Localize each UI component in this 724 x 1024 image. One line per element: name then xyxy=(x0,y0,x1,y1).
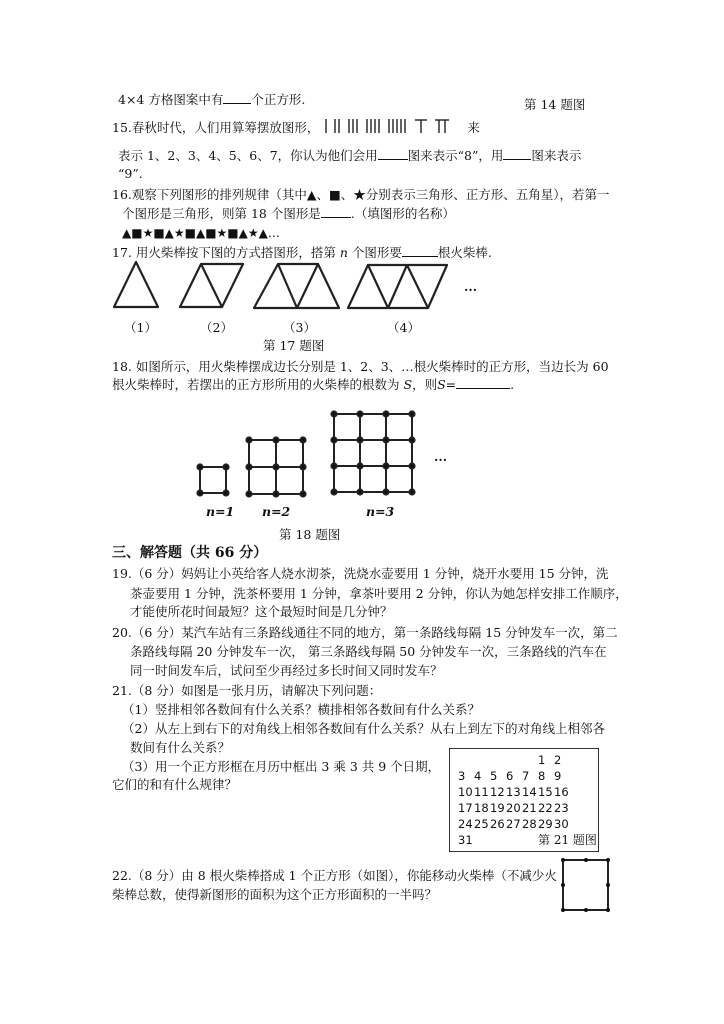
q17-label-2: （2） xyxy=(200,320,233,335)
calendar-day: 17 xyxy=(458,801,473,815)
q18-label-n2: n=2 xyxy=(262,504,291,519)
q14-figure-caption: 第 14 题图 xyxy=(524,97,586,112)
q18-line1: 18. 如图所示，用火柴棒摆成边长分别是 1、2、3、…根火柴棒时的正方形，当边长为 60 xyxy=(112,359,609,374)
q22-joint-dots xyxy=(561,858,610,912)
calendar-day: 21 xyxy=(522,801,537,815)
calendar-day: 4 xyxy=(474,769,482,783)
q21-part2b: 数间有什么关系？ xyxy=(130,740,231,755)
calendar-day: 27 xyxy=(506,817,521,831)
q16-line2-b: .（填图形的名称） xyxy=(350,206,455,221)
calendar-day: 2 xyxy=(554,753,562,767)
q17-text-b: 个图形要 xyxy=(351,245,402,260)
calendar-day: 8 xyxy=(538,769,546,783)
calendar-day: 1 xyxy=(538,753,546,767)
calendar-day: 26 xyxy=(490,817,505,831)
q20-line1: 20.（6 分）某汽车站有三条路线通往不同的地方，第一条路线每隔 15 分钟发车一次，第二 xyxy=(112,625,618,640)
q16-line1: 16.观察下列图形的排列规律（其中▲、■、★分别表示三角形、正方形、五角星），若第一 xyxy=(112,187,610,202)
calendar-day: 25 xyxy=(474,817,489,831)
q21-line1: 21.（8 分）如图是一张月历，请解决下列问题： xyxy=(112,683,382,698)
calendar-day: 7 xyxy=(522,769,530,783)
q18-var-s: S xyxy=(403,377,413,392)
q15-lead-end: 来 xyxy=(467,120,480,135)
q18-var-s2: S xyxy=(437,377,446,392)
calendar-day: 16 xyxy=(554,785,569,799)
calendar-day: 24 xyxy=(458,817,473,831)
q22-square xyxy=(563,860,608,910)
calendar-day: 5 xyxy=(490,769,498,783)
calendar-day: 6 xyxy=(506,769,514,783)
calendar-day: 23 xyxy=(554,801,569,815)
calendar-day: 29 xyxy=(538,817,553,831)
calendar-day: 13 xyxy=(506,785,521,799)
q18-equals: = xyxy=(445,377,457,392)
q14-text-after: 个正方形. xyxy=(251,92,306,107)
q17-label-1: （1） xyxy=(124,320,157,335)
q18-ellipsis: ··· xyxy=(434,452,448,467)
calendar-day: 9 xyxy=(554,769,562,783)
q17-label-3: （3） xyxy=(283,320,316,335)
q18-period: . xyxy=(510,377,515,392)
calendar-day: 31 xyxy=(458,833,473,847)
q21-part3b: 它们的和有什么规律？ xyxy=(112,777,238,792)
q21-part3a: （3）用一个正方形框在月历中框出 3 乘 3 共 9 个日期， xyxy=(122,759,441,774)
q18-line2-b: ，则 xyxy=(412,377,438,392)
q15-line2-c: 图来表示 xyxy=(531,148,582,163)
calendar-day: 11 xyxy=(474,785,489,799)
q17-text-c: 根火柴棒. xyxy=(437,245,492,260)
q17-label-4: （4） xyxy=(387,320,420,335)
q17-caption: 第 17 题图 xyxy=(263,338,325,353)
q15-line3: “9”. xyxy=(118,166,143,181)
q16-line2-a: 个图形是三角形，则第 18 个图形是 xyxy=(122,206,321,221)
q19-line2: 茶壶要用 1 分钟，洗茶杯要用 1 分钟，拿茶叶要用 2 分钟，你认为她怎样安排工作顺序， xyxy=(130,586,628,601)
q18-line2-a: 根火柴棒时，若摆出的正方形所用的火柴棒的根数为 xyxy=(112,377,400,392)
q19-line1: 19.（6 分）妈妈让小英给客人烧水沏茶，洗烧水壶要用 1 分钟，烧开水要用 15 分钟，洗 xyxy=(112,566,609,581)
q20-line3: 同一时间发车后，试问至少再经过多长时间又同时发车？ xyxy=(130,663,443,678)
calendar-day: 30 xyxy=(554,817,569,831)
calendar-day: 15 xyxy=(538,785,553,799)
q18-label-n3: n=3 xyxy=(366,504,395,519)
q14-text-before: 4×4 方格图案中有 xyxy=(118,92,224,107)
q15-lead: 15.春秋时代，人们用算筹摆放图形， xyxy=(112,120,320,135)
q22-line2: 柴棒总数，使得新图形的面积为这个正方形面积的一半吗？ xyxy=(112,887,438,902)
q17-var-n: n xyxy=(339,245,348,260)
calendar-day: 20 xyxy=(506,801,521,815)
q17-ellipsis: ··· xyxy=(464,282,478,297)
calendar-day: 14 xyxy=(522,785,537,799)
q19-line3: 才能使所花时间最短？这个最短时间是几分钟？ xyxy=(130,604,393,619)
q18-label-n1: n=1 xyxy=(206,504,235,519)
calendar-day: 18 xyxy=(474,801,489,815)
calendar-day: 3 xyxy=(458,769,466,783)
q15-line2-a: 表示 1、2、3、4、5、6、7，你认为他们会用 xyxy=(118,148,378,163)
q21-part1: （1）竖排相邻各数间有什么关系？横排相邻各数间有什么关系？ xyxy=(122,702,480,717)
calendar-day: 28 xyxy=(522,817,537,831)
calendar-day: 22 xyxy=(538,801,553,815)
q16-shape-sequence: ▲■★■▲★■▲■★■▲★▲… xyxy=(122,226,280,240)
calendar-day: 12 xyxy=(490,785,505,799)
calendar-day: 19 xyxy=(490,801,505,815)
q21-calendar-caption: 第 21 题图 xyxy=(538,833,597,847)
q22-line1: 22.（8 分）由 8 根火柴棒搭成 1 个正方形（如图），你能移动火柴棒（不减少火 xyxy=(112,868,557,883)
q21-part2a: （2）从左上到右下的对角线上相邻各数间有什么关系？从右上到左下的对角线上相邻各 xyxy=(122,721,605,736)
q18-caption: 第 18 题图 xyxy=(279,527,341,542)
section3-heading: 三、解答题（共 66 分） xyxy=(112,545,268,561)
q20-line2: 条路线每隔 20 分钟发车一次， 第三条路线每隔 50 分钟发车一次，三条路线的汽车在 xyxy=(130,644,607,659)
calendar-day: 10 xyxy=(458,785,473,799)
q17-text-a: 17. 用火柴棒按下图的方式搭图形，搭第 xyxy=(112,245,336,260)
q15-line2-b: 图来表示“8”，用 xyxy=(407,148,504,163)
